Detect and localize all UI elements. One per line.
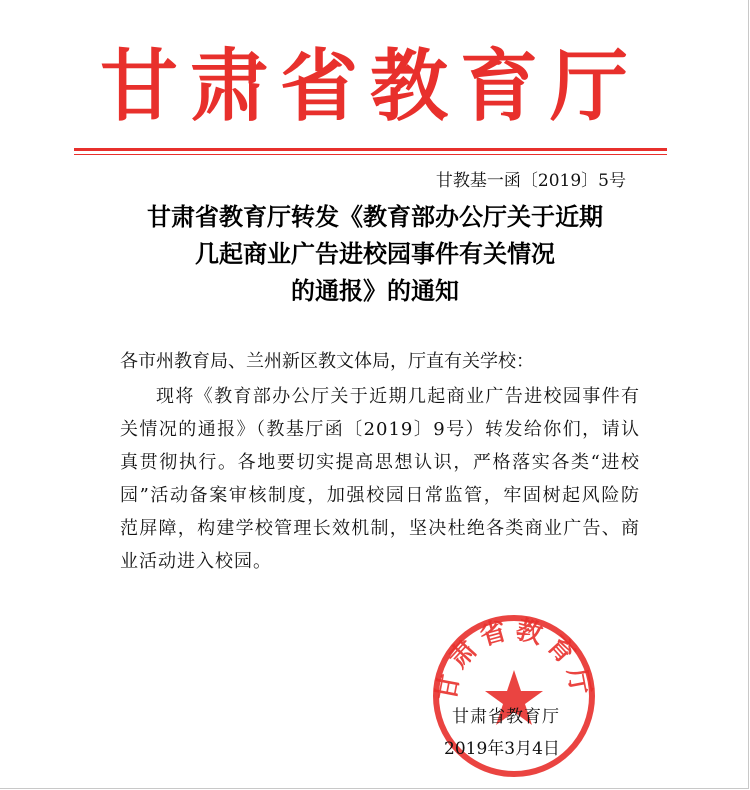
seal-text: 甘肃省教育厅: [431, 614, 597, 704]
title-line-2: 几起商业广告进校园事件有关情况: [195, 239, 555, 268]
red-rule-thin: [74, 154, 667, 155]
red-rule-thick: [74, 148, 667, 151]
masthead-title: 甘肃省教育厅: [99, 42, 640, 132]
document-title: [100, 198, 650, 309]
signature-org: 甘肃省教育厅: [452, 707, 560, 727]
body-paragraph: 现将《教育部办公厅关于近期几起商业广告进校园事件有关情况的通报》（教基厅函〔2019〕9号）转发给你们，请认真贯彻执行。各地要切实提高思想认识，严格落实各类“进校园”活动备案审核制度，加强校园日常监管，牢固树起风险防范屏障，构建学校管理长效机制，坚决杜绝各类商业广告、商业活动进入校园。: [120, 386, 640, 572]
document-number: 甘教基一函〔2019〕5号: [435, 171, 626, 191]
addressee: 各市州教育局、兰州新区教文体局，厅直有关学校：: [120, 351, 534, 372]
title-line-1: 甘肃省教育厅转发《教育部办公厅关于近期: [147, 202, 603, 231]
issue-date: 2019年3月4日: [444, 739, 560, 759]
title-line-3: 的通报》的通知: [291, 276, 459, 305]
